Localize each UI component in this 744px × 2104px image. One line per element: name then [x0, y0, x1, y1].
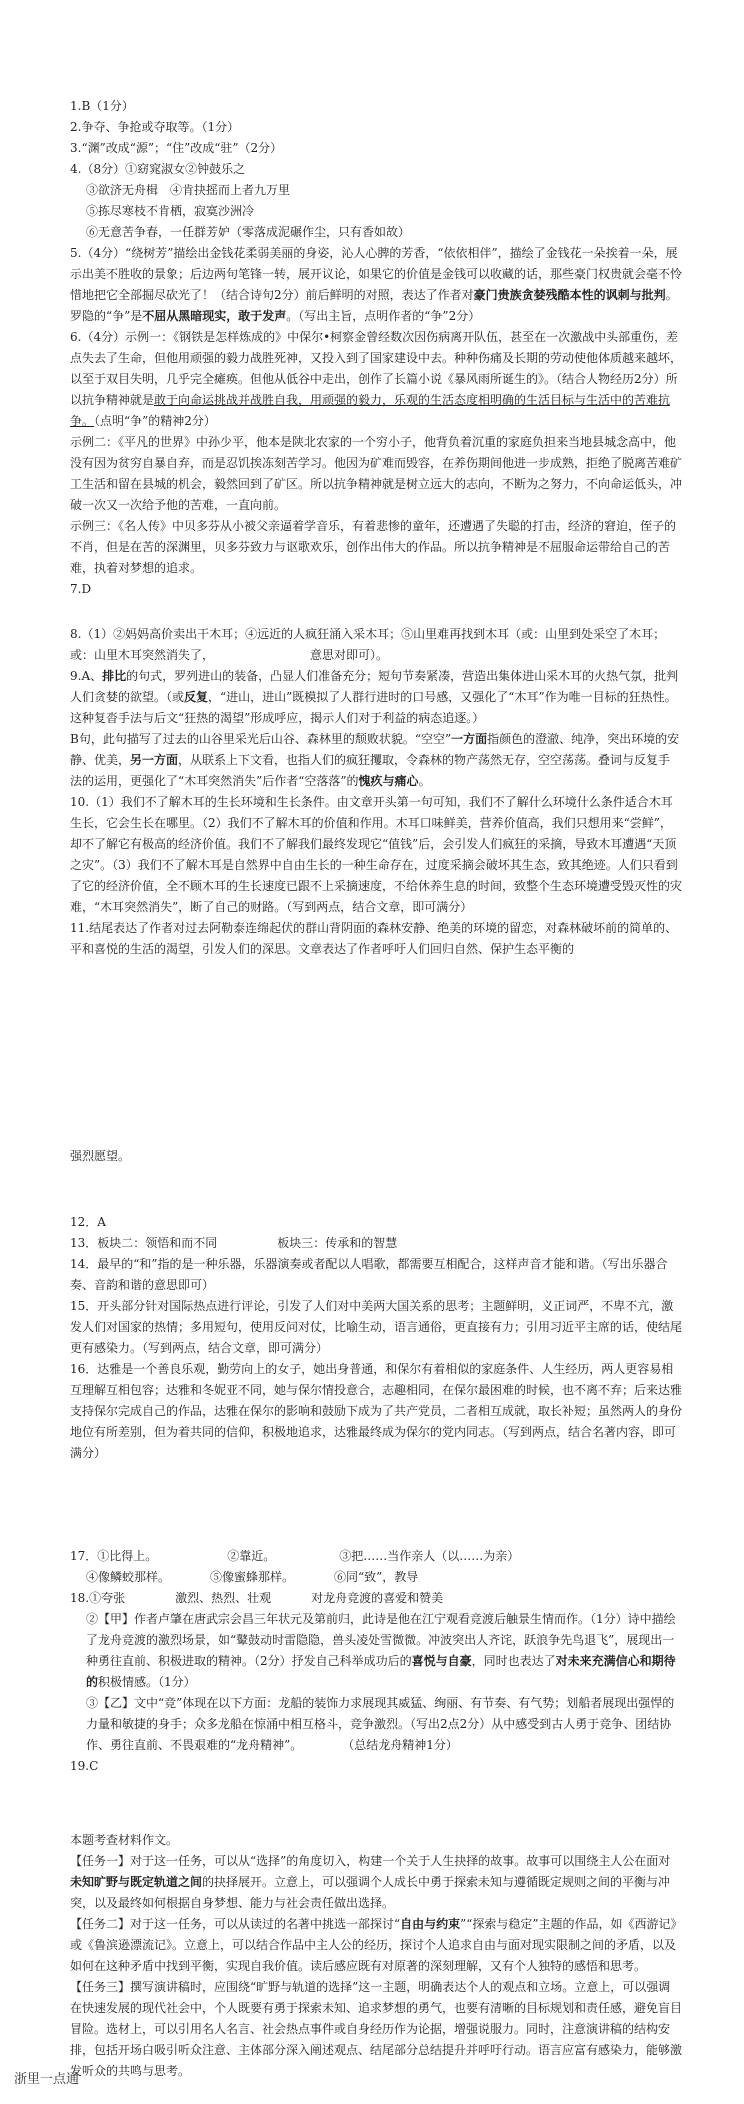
answer-q4-line4: ⑥无意苦争春，一任群芳妒（零落成泥碾作尘，只有香如故）: [86, 225, 411, 239]
answer-q4-line2: ③欲济无舟楫 ④肯抉摇而上者九万里: [86, 183, 291, 197]
emphasis-text: 不屈从黑暗现实，敢于发声: [142, 309, 287, 323]
answer-q2: 2.争夺、争抢或夺取等。（1分）: [70, 120, 240, 134]
answer-q17-line1: 17．①比得上。 ②靠近。 ③把……当作亲人（以……为亲）: [70, 1549, 520, 1563]
answer-q4-line3: ⑤拣尽寒枝不肯栖，寂寞沙洲冷: [86, 204, 255, 218]
answer-q18: 18.①夸张 激烈、热烈、壮观 对龙舟竞渡的喜爱和赞美: [70, 1591, 444, 1605]
answer-q8: 8.（1）②妈妈高价卖出干木耳；④远近的人疯狂涌入采木耳；⑤山里难再找到木耳（或：山里到处采空了木耳；或：山里木耳突然消失了， 意思对即可）。: [70, 627, 666, 662]
answer-q11: 11.结尾表达了作者对过去阿勒泰连绵起伏的群山背阴面的森林安静、绝美的环境的留恋，对森林破坏前的简单的、平和喜悦的生活的渴望，引发人们的深思。文章表达了作者呼吁人们回归自然、保护生态平衡的: [70, 921, 678, 956]
answer-q16: 16．达雅是一个善良乐观，勤劳向上的女子，她出身普通，和保尔有着相似的家庭条件、人生经历，两人更容易相互理解互相包容；达雅和冬妮亚不同，她与保尔情投意合，志趣相同，在保尔最困难的时候，也不离不弃；后来达雅支持保尔完成自己的作品，达雅在保尔的影响和鼓励下成为了共产党员，二者相互成就，取长补短；虽然两人的身份地位有所差别，但为着共同的信仰，积极地追求，达雅最终成为保尔的党内同志。（写到两点，结合名著内容，即可满分）: [70, 1362, 683, 1460]
answer-q6-example2: 示例二：《平凡的世界》中孙少平，他本是陕北农家的一个穷小子，他背负着沉重的家庭负担来当地县城念高中，他没有因为贫穷自暴自弃，而是忍饥挨冻刻苦学习。他因为矿难而毁容，在养伤期间他进一步成熟，拒绝了脱离苦难矿工生活和留在县城的机会，毅然回到了矿区。所以抗争精神就是树立远大的志向，不断为之努力，不向命运低头，冲破一次又一次给予他的苦难，一直向前。: [70, 435, 683, 512]
writing-task-1: 【任务一】对于这一任务，可以从“选择”的角度切入，构建一个关于人生抉择的故事。故事可以围绕主人公在面对未知旷野与既定轨道之间的抉择展开。立意上，可以强调个人成长中勇于探索未知与遵循既定规则之间的平衡与冲突，以及最终如何根据自身梦想、能力与社会责任做出选择。: [70, 1854, 671, 1910]
answer-q1: 1.B（1分）: [70, 99, 134, 113]
answer-q9-b: B句，此句描写了过去的山谷里采光后山谷、森林里的颓败状貌。“空空”一方面指颜色的澄澈、纯净，突出环境的安静、优美，另一方面，从联系上下文看，也指人们的疯狂攫取，令森林的物产荡然无存，空空荡荡。叠词与反复手法的运用，更强化了“木耳突然消失”后作者“空落落”的愧疚与痛心。: [70, 732, 680, 788]
writing-task-3: 【任务三】撰写演讲稿时，应围绕“旷野与轨道的选择”这一主题，明确表达个人的观点和立场。立意上，可以强调在快速发展的现代社会中，个人既要有勇于探索未知、追求梦想的勇气，也要有清晰的目标规划和责任感，避免盲目冒险。选材上，可以引用名人名言、社会热点事件或自身经历作为论据，增强说服力。同时，注意演讲稿的结构安排，包括开场白吸引听众注意、主体部分深入阐述观点、结尾部分总结提升并呼吁行动。语言应富有感染力，能够激发听众的共鸣与思考。: [70, 1980, 683, 2078]
answer-q11-end: 强烈愿望。: [70, 1149, 131, 1163]
section-4: [70, 1546, 682, 1777]
answer-q12: 12．A: [70, 1215, 106, 1229]
underlined-text: 敢于向命运挑战并战胜自我，用顽强的毅力，乐观的生活态度相明确的生活目标与生活中的苦难抗争。: [70, 393, 671, 428]
answer-q18-jia: ②【甲】作者卢肇在唐武宗会昌三年状元及第前归，此诗是他在江宁观看竞渡后触景生情而作。（1分）诗中描绘了龙舟竞渡的激烈场景，如“鼙鼓动时雷隐隐，兽头凌处雪微微。冲波突出人齐诧，跃浪争先鸟退飞”，展现出一种勇往直前、积极进取的精神。（2分）抒发自己科举成功后的喜悦与自豪，同时也表达了对未来充满信心和期待的积极情感。（1分）: [86, 1612, 676, 1689]
answer-q18-yi: ③【乙】文中“竞”体现在以下方面：龙船的装饰力求展现其威猛、绚丽、有节奏、有气势；划船者展现出强悍的力量和敏捷的身手；众多龙船在惊涌中相互格斗，竞争激烈。（写出2点2分）从中感受到古人勇于竞争、团结协作、勇往直前、不畏艰难的“龙舟精神”。 （总结龙舟精神1分）: [86, 1696, 675, 1752]
answer-q19: 19.C: [70, 1759, 99, 1773]
writing-intro: 本题考查材料作文。: [70, 1833, 179, 1847]
answer-q6-example3: 示例三：《名人传》中贝多芬从小被父亲逼着学音乐，有着悲惨的童年，还遭遇了失聪的打击，经济的窘迫，侄子的不肖，但是在苦的深渊里，贝多芬致力与讴歌欢乐，创作出伟大的作品。所以抗争精神是不屈服命运带给自己的苦难，执着对梦想的追求。: [70, 519, 677, 575]
answer-q3: 3.“渊”改成“源”；“住”改成“驻”（2分）: [70, 141, 283, 155]
section-2: [70, 624, 682, 960]
footer-brand: 浙里一点通: [14, 2072, 80, 2087]
writing-task-2: 【任务二】对于这一任务，可以从读过的名著中挑选一部探讨“自由与约束”“探索与稳定”主题的作品，如《西游记》或《鲁滨逊漂流记》。立意上，可以结合作品中主人公的经历，探讨个人追求自由与面对现实限制之间的矛盾，以及如何在这种矛盾中找到平衡，实现自我价值。读后感应既有对原著的深刻理解，又有个人独特的感悟和思考。: [70, 1917, 677, 1973]
answer-q5: 5.（4分）“绕树芳”描绘出金钱花柔弱美丽的身姿，沁人心脾的芳香，“依依相伴”，描绘了金钱花一朵挨着一朵，展示出美不胜收的景象；后边两句笔锋一转，展开议论，如果它的价值是金钱可以收藏的话，那些豪门权贵就会毫不怜惜地把它全部掘尽砍光了！（结合诗句2分）前后鲜明的对照，表达了作者对豪门贵族贪婪残酷本性的讽刺与批判。罗隐的“争”是不屈从黑暗现实，敢于发声。（写出主旨，点明作者的“争”2分）: [70, 246, 683, 323]
section-5: [70, 1830, 682, 2082]
answer-q6: 6.（4分）示例一：《钢铁是怎样炼成的》中保尔•柯察金曾经数次因伤病离开队伍，甚至在一次激战中头部重伤，差点失去了生命，但他用顽强的毅力战胜死神，又投入到了国家建设中去。种种伤痛及长期的劳动使他体质越来越坏，以至于双目失明，几乎完全瘫痪。但他从低谷中走出，创作了长篇小说《暴风雨所诞生的》。（结合人物经历2分）所以抗争精神就是敢于向命运挑战并战胜自我，用顽强的毅力，乐观的生活态度相明确的生活目标与生活中的苦难抗争。（点明“争”的精神2分）: [70, 330, 683, 428]
answer-q13: 13．板块二：领悟和而不同 板块三：传承和的智慧: [70, 1236, 398, 1250]
section-1: [70, 96, 682, 600]
answer-q17-line2: ④像鳞蛟那样。 ⑤像蜜蜂那样。 ⑥同“致”，教导: [86, 1570, 419, 1584]
answer-q14: 14．最早的“和”指的是一种乐器，乐器演奏或者配以人唱歌，都需要互相配合，这样声音才能和谐。（写出乐器合奏、音韵和谐的意思即可）: [70, 1257, 668, 1292]
answer-q15: 15．开头部分针对国际热点进行评论，引发了人们对中美两大国关系的思考；主题鲜明，义正词严，不卑不亢，激发人们对国家的热情；多用短句，使用反问对仗，比喻生动，语言通俗，更直接有力；引用习近平主席的话，使结尾更有感染力。（写到两点，结合文章，即可满分）: [70, 1299, 683, 1355]
answer-q10: 10.（1）我们不了解木耳的生长环境和生长条件。由文章开头第一句可知，我们不了解什么环境什么条件适合木耳生长，它会生长在哪里。（2）我们不了解木耳的价值和作用。木耳口味鲜美，营养价值高，我们只想用来“尝鲜”，却不了解它有极高的经济价值。我们不了解我们最终发现它“值钱”后，会引发人们疯狂的采摘，导致木耳遭遇“天顶之灾”。（3）我们不了解木耳是自然界中自由生长的一种生命存在，过度采摘会破坏其生态，致其绝迹。人们只看到了它的经济价值，全不顾木耳的生长速度已跟不上采摘速度，不给休养生息的时间，致整个生态环境遭受毁灭性的灾难，“木耳突然消失”，断了自己的财路。（写到两点，结合文章，即可满分）: [70, 795, 683, 914]
answer-q9: 9.A、排比的句式，罗列进山的装备，凸显人们准备充分；短句节奏紧凑，营造出集体进山采木耳的火热气氛，批判人们贪婪的欲望。（或反复，“进山，进山”既模拟了人群行进时的口号感，又强化了“木耳”作为唯一目标的狂热性。这种复沓手法与后文“狂热的渴望”形成呼应，揭示人们对于利益的病态追逐。）: [70, 669, 679, 725]
section-3: [70, 1212, 682, 1464]
emphasis-text: 豪门贵族贪婪残酷本性的讽刺与批判: [473, 288, 666, 302]
answer-q7: 7.D: [70, 582, 92, 596]
answer-q4: 4.（8分）①窈窕淑女②钟鼓乐之: [70, 162, 246, 176]
